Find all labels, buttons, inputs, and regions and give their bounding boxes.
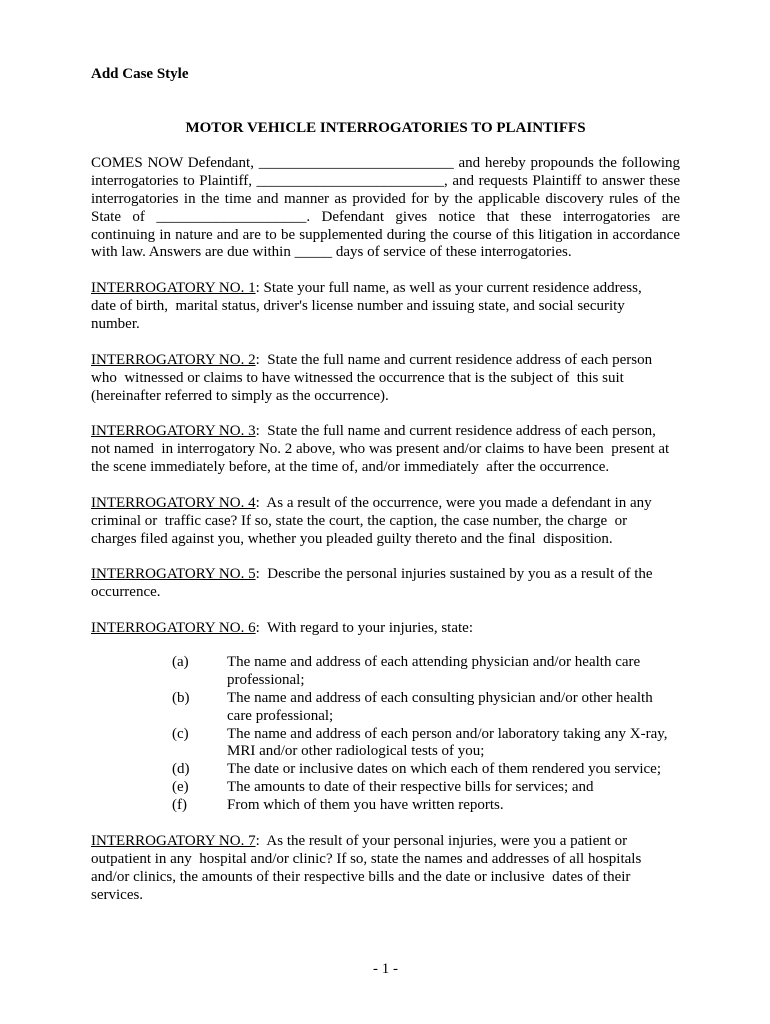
sub-item-label: (f)	[172, 797, 187, 814]
sub-item-text: The name and address of each attending physician and/or health care	[227, 654, 641, 670]
interrogatory-line: the scene immediately before, at the time of, and/or immediately after the occurrence.	[91, 458, 610, 475]
interrogatory-label: INTERROGATORY NO. 1	[91, 280, 256, 296]
interrogatory-line: outpatient in any hospital and/or clinic? If so, state the names and addresses of all hospitals	[91, 850, 642, 867]
interrogatory-2	[91, 352, 680, 406]
interrogatory-text: : As the result of your personal injuries, were you a patient or	[255, 833, 628, 849]
interrogatory-line: date of birth, marital status, driver's license number and issuing state, and social security	[91, 297, 625, 314]
sub-item-text: The amounts to date of their respective bills for services; and	[227, 779, 594, 796]
sub-item-label: (c)	[172, 725, 189, 742]
interrogatory-4	[91, 495, 680, 549]
sub-item-label: (a)	[172, 654, 189, 670]
interrogatory-line: criminal or traffic case? If so, state the court, the caption, the case number, the charge or	[91, 512, 628, 529]
interrogatory-line: and/or clinics, the amounts of their respective bills and the date or inclusive dates of their	[91, 868, 631, 885]
document-title: MOTOR VEHICLE INTERROGATORIES TO PLAINTIFFS	[185, 120, 586, 136]
interrogatory-label: INTERROGATORY NO. 4	[91, 495, 256, 511]
interrogatory-line	[91, 423, 680, 441]
interrogatory-label: INTERROGATORY NO. 7	[91, 833, 256, 849]
sub-item-text: professional;	[227, 671, 305, 688]
sub-item-text: The date or inclusive dates on which each of them rendered you service;	[227, 761, 661, 778]
interrogatory-line: not named in interrogatory No. 2 above, who was present and/or claims to have been present at	[91, 440, 670, 457]
interrogatory-line: (hereinafter referred to simply as the occurrence).	[91, 387, 389, 404]
interrogatory-1	[91, 280, 680, 334]
sub-item-text: MRI and/or other radiological tests of you;	[227, 743, 485, 760]
sub-item-label: (b)	[172, 689, 190, 706]
sub-item-text: The name and address of each consulting physician and/or other health	[227, 689, 653, 706]
interrogatory-7	[91, 833, 680, 905]
interrogatory-text: : With regard to your injuries, state:	[255, 620, 473, 636]
interrogatory-line	[91, 495, 680, 513]
interrogatory-text: : State the full name and current residence address of each person,	[255, 423, 656, 439]
intro-line: interrogatories in the time and manner as provided for by the applicable discovery rules of the	[91, 190, 680, 207]
interrogatory-label: INTERROGATORY NO. 5	[91, 566, 256, 582]
interrogatory-5	[91, 566, 680, 602]
interrogatory-3	[91, 423, 680, 477]
interrogatory-line	[91, 566, 680, 584]
injury-sub-list	[91, 654, 680, 814]
sub-item-label: (d)	[172, 761, 190, 778]
intro-line: State of ____________________. Defendant gives notice that these interrogatories are	[91, 208, 680, 225]
interrogatory-6	[91, 620, 680, 638]
interrogatory-line: number.	[91, 315, 140, 332]
case-style: Add Case Style	[91, 66, 189, 82]
interrogatory-line: who witnessed or claims to have witnessed the occurrence that is the subject of this suit	[91, 369, 624, 386]
interrogatory-line: occurrence.	[91, 583, 161, 600]
interrogatory-line: services.	[91, 886, 144, 903]
interrogatory-text: : As a result of the occurrence, were you made a defendant in any	[255, 495, 652, 511]
intro-line: interrogatories to Plaintiff, _________________________, and requests Plaintiff to answer these	[91, 172, 680, 189]
interrogatory-line	[91, 620, 680, 638]
interrogatory-line	[91, 280, 680, 298]
interrogatory-text: : State the full name and current residence address of each person	[255, 352, 653, 368]
interrogatory-line	[91, 833, 680, 851]
sub-item-text: The name and address of each person and/or laboratory taking any X-ray,	[227, 725, 668, 742]
sub-item-label: (e)	[172, 779, 189, 796]
intro-line: COMES NOW Defendant, __________________________ and hereby propounds the following	[91, 155, 680, 171]
interrogatory-text: : Describe the personal injuries sustained by you as a result of the	[255, 566, 653, 582]
sub-item-text: From which of them you have written reports.	[227, 797, 504, 814]
intro-line: continuing in nature and are to be supplemented during the course of this litigation in accordance	[91, 226, 680, 243]
intro-paragraph	[91, 155, 680, 262]
intro-line: with law. Answers are due within _____ days of service of these interrogatories.	[91, 244, 572, 261]
interrogatory-label: INTERROGATORY NO. 2	[91, 352, 256, 368]
interrogatory-line	[91, 352, 680, 370]
interrogatory-label: INTERROGATORY NO. 3	[91, 423, 256, 439]
interrogatory-line: charges filed against you, whether you pleaded guilty thereto and the final disposition.	[91, 530, 613, 547]
interrogatory-label: INTERROGATORY NO. 6	[91, 620, 256, 636]
page-number: - 1 -	[373, 961, 398, 977]
sub-item-text: care professional;	[227, 707, 334, 724]
interrogatory-text: : State your full name, as well as your current residence address,	[255, 280, 642, 296]
